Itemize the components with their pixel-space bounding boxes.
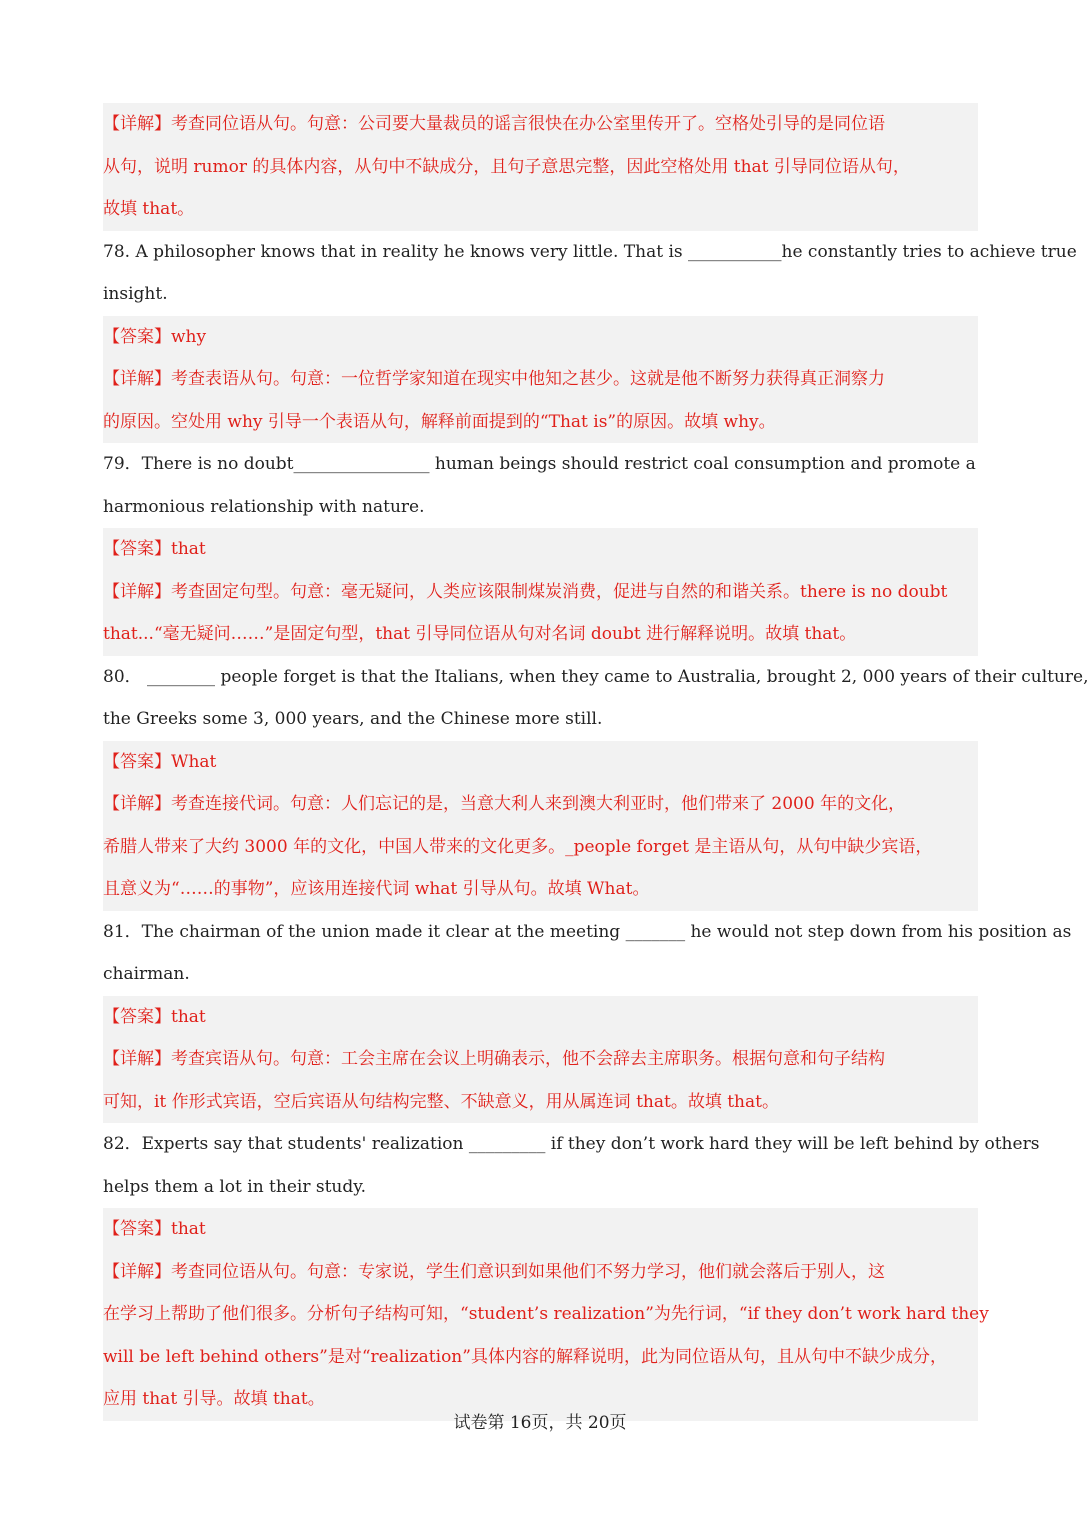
question-text-line: 81．The chairman of the union made it clear at the meeting _______ he would not step down from his position as <box>103 921 1072 942</box>
explanation-text-line: 【详解】考查表语从句。句意：一位哲学家知道在现实中他知之甚少。这就是他不断努力获得真正洞察力 <box>103 369 885 389</box>
question-text-line: 78. A philosopher knows that in reality he knows very little. That is ___________he constantly tries to achieve true <box>103 241 1077 262</box>
explanation-text-line: 【详解】考查连接代词。句意：人们忘记的是，当意大利人来到澳大利亚时，他们带来了 2000 年的文化， <box>103 794 906 814</box>
explanation-text-line: 在学习上帮助了他们很多。分析句子结构可知，“student’s realization”为先行词，“if they don’t work hard they <box>103 1304 989 1324</box>
question-text-line: helps them a lot in their study. <box>103 1176 367 1197</box>
question-block <box>103 656 1089 741</box>
answer-block <box>103 316 978 359</box>
answer-text-line: 【答案】that <box>103 1219 206 1239</box>
page-footer: 试卷第 16页，共 20页 <box>453 1413 627 1433</box>
explanation-block <box>103 1038 978 1123</box>
question-text-line: insight. <box>103 284 168 304</box>
explanation-text-line: 故填 that。 <box>103 199 195 219</box>
explanation-text-line: 应用 that 引导。故填 that。 <box>103 1389 325 1409</box>
explanation-block <box>103 358 978 443</box>
question-text-line: 79．There is no doubt________________ human beings should restrict coal consumption and promote a <box>103 454 976 474</box>
explanation-block <box>103 571 978 656</box>
explanation-text-line: 的原因。空处用 why 引导一个表语从句，解释前面提到的“That is”的原因。故填 why。 <box>103 411 776 432</box>
question-text-line: chairman. <box>103 964 190 984</box>
answer-block <box>103 996 978 1039</box>
explanation-text-line: will be left behind others”是对“realization”具体内容的解释说明，此为同位语从句，且从句中不缺少成分， <box>103 1346 947 1367</box>
question-text-line: 82．Experts say that students' realization _________ if they don’t work hard they will be left behind by others <box>103 1134 1040 1154</box>
explanation-text-line: 【详解】考查同位语从句。句意：专家说，学生们意识到如果他们不努力学习，他们就会落后于别人，这 <box>103 1261 885 1282</box>
question-block <box>103 443 978 528</box>
question-block <box>103 231 1077 316</box>
explanation-block <box>103 103 978 231</box>
explanation-block <box>103 1251 989 1421</box>
question-block <box>103 1123 1040 1208</box>
explanation-text-line: 【详解】考查宾语从句。句意：工会主席在会议上明确表示，他不会辞去主席职务。根据句意和句子结构 <box>103 1049 885 1069</box>
explanation-text-line: 可知，it 作形式宾语，空后宾语从句结构完整、不缺意义，用从属连词 that。故填 that。 <box>103 1091 779 1112</box>
answer-text-line: 【答案】why <box>103 326 207 347</box>
explanation-text-line: 且意义为“……的事物”，应该用连接代词 what 引导从句。故填 What。 <box>103 879 650 899</box>
explanation-text-line: 从句，说明 rumor 的具体内容，从句中不缺成分，且句子意思完整，因此空格处用 that 引导同位语从句， <box>103 156 910 177</box>
answer-text-line: 【答案】What <box>103 751 217 772</box>
answer-block <box>103 1208 978 1251</box>
explanation-text-line: 希腊人带来了大约 3000 年的文化，中国人带来的文化更多。_people forget 是主语从句，从句中缺少宾语， <box>103 836 933 857</box>
question-text-line: 80． ________ people forget is that the Italians, when they came to Australia, brought 2, 000 years of their culture, <box>103 666 1089 687</box>
explanation-text-line: 【详解】考查同位语从句。句意：公司要大量裁员的谣言很快在办公室里传开了。空格处引导的是同位语 <box>103 114 885 134</box>
question-text-line: harmonious relationship with nature. <box>103 496 425 517</box>
explanation-text-line: 【详解】考查固定句型。句意：毫无疑问，人类应该限制煤炭消费，促进与自然的和谐关系。there is no doubt <box>103 581 948 602</box>
explanation-text-line: that...“毫无疑问……”是固定句型，that 引导同位语从句对名词 doubt 进行解释说明。故填 that。 <box>103 624 857 644</box>
explanation-block <box>103 783 978 911</box>
question-text-line: the Greeks some 3, 000 years, and the Chinese more still. <box>103 709 603 729</box>
document-body <box>103 103 1089 1421</box>
question-block <box>103 911 1072 996</box>
answer-block <box>103 741 978 784</box>
answer-block <box>103 528 978 571</box>
answer-text-line: 【答案】that <box>103 1006 206 1027</box>
answer-text-line: 【答案】that <box>103 539 206 559</box>
